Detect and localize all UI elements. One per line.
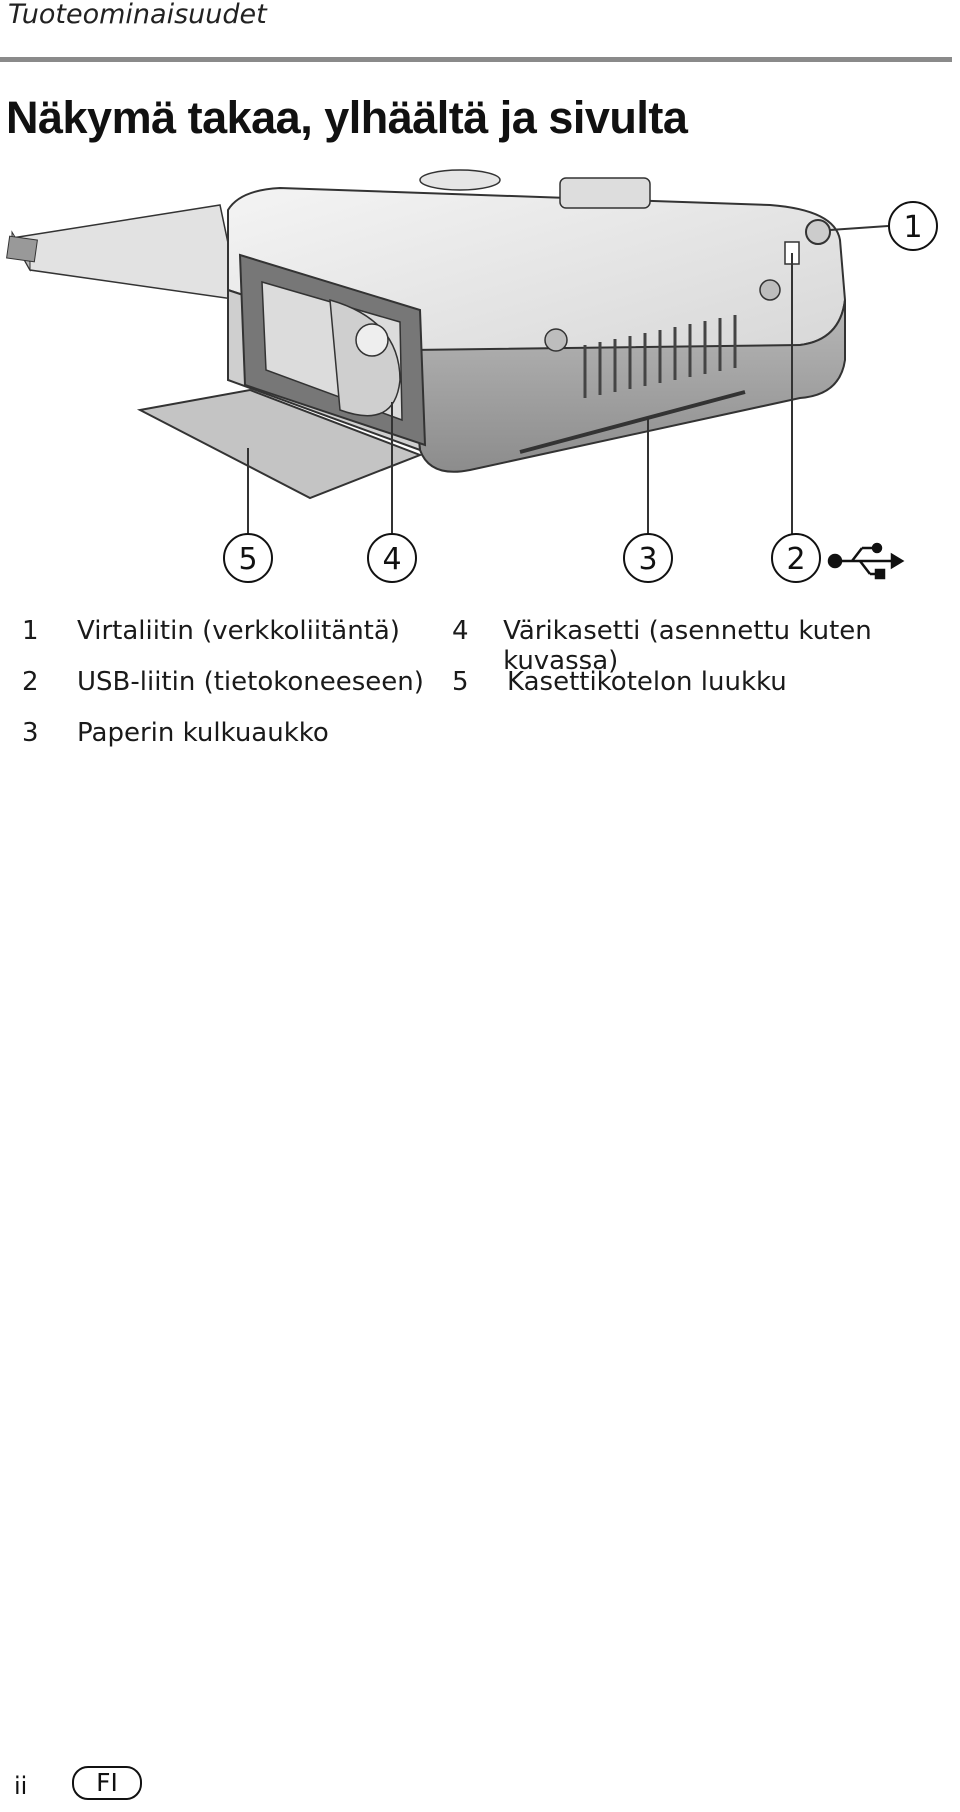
legend-item <box>22 718 329 748</box>
printer-illustration <box>0 140 960 600</box>
header-rule <box>0 57 952 62</box>
svg-text:4: 4 <box>382 542 402 577</box>
legend-item <box>22 616 400 646</box>
svg-text:2: 2 <box>786 542 806 577</box>
legend-text: Virtaliitin (verkkoliitäntä) <box>77 616 400 646</box>
usb-icon <box>829 544 902 578</box>
legend-item <box>452 667 787 697</box>
legend-text: USB-liitin (tietokoneeseen) <box>77 667 424 697</box>
legend-number: 3 <box>22 718 39 748</box>
page-title: Näkymä takaa, ylhäältä ja sivulta <box>6 92 688 143</box>
legend-item <box>22 667 424 697</box>
callout-1 <box>889 202 937 250</box>
language-badge: FI <box>72 1766 142 1800</box>
callout-5 <box>224 534 272 582</box>
page-number: ii <box>14 1772 28 1800</box>
paper-tray <box>7 205 240 300</box>
callout-2 <box>772 534 820 582</box>
legend-text: Paperin kulkuaukko <box>77 718 329 748</box>
svg-text:3: 3 <box>638 542 658 577</box>
legend-number: 4 <box>452 616 469 646</box>
page-footer <box>0 1768 960 1812</box>
svg-text:5: 5 <box>238 542 258 577</box>
svg-text:1: 1 <box>903 210 923 245</box>
callout-3 <box>624 534 672 582</box>
section-label: Tuoteominaisuudet <box>8 0 267 30</box>
printer-figure <box>0 140 960 600</box>
callout-4 <box>368 534 416 582</box>
page-header <box>8 0 952 30</box>
legend-text: Kasettikotelon luukku <box>507 667 787 697</box>
legend-number: 1 <box>22 616 39 646</box>
legend-number: 5 <box>452 667 469 697</box>
legend-text: Värikasetti (asennettu kuten kuvassa) <box>503 616 872 676</box>
legend-number: 2 <box>22 667 39 697</box>
